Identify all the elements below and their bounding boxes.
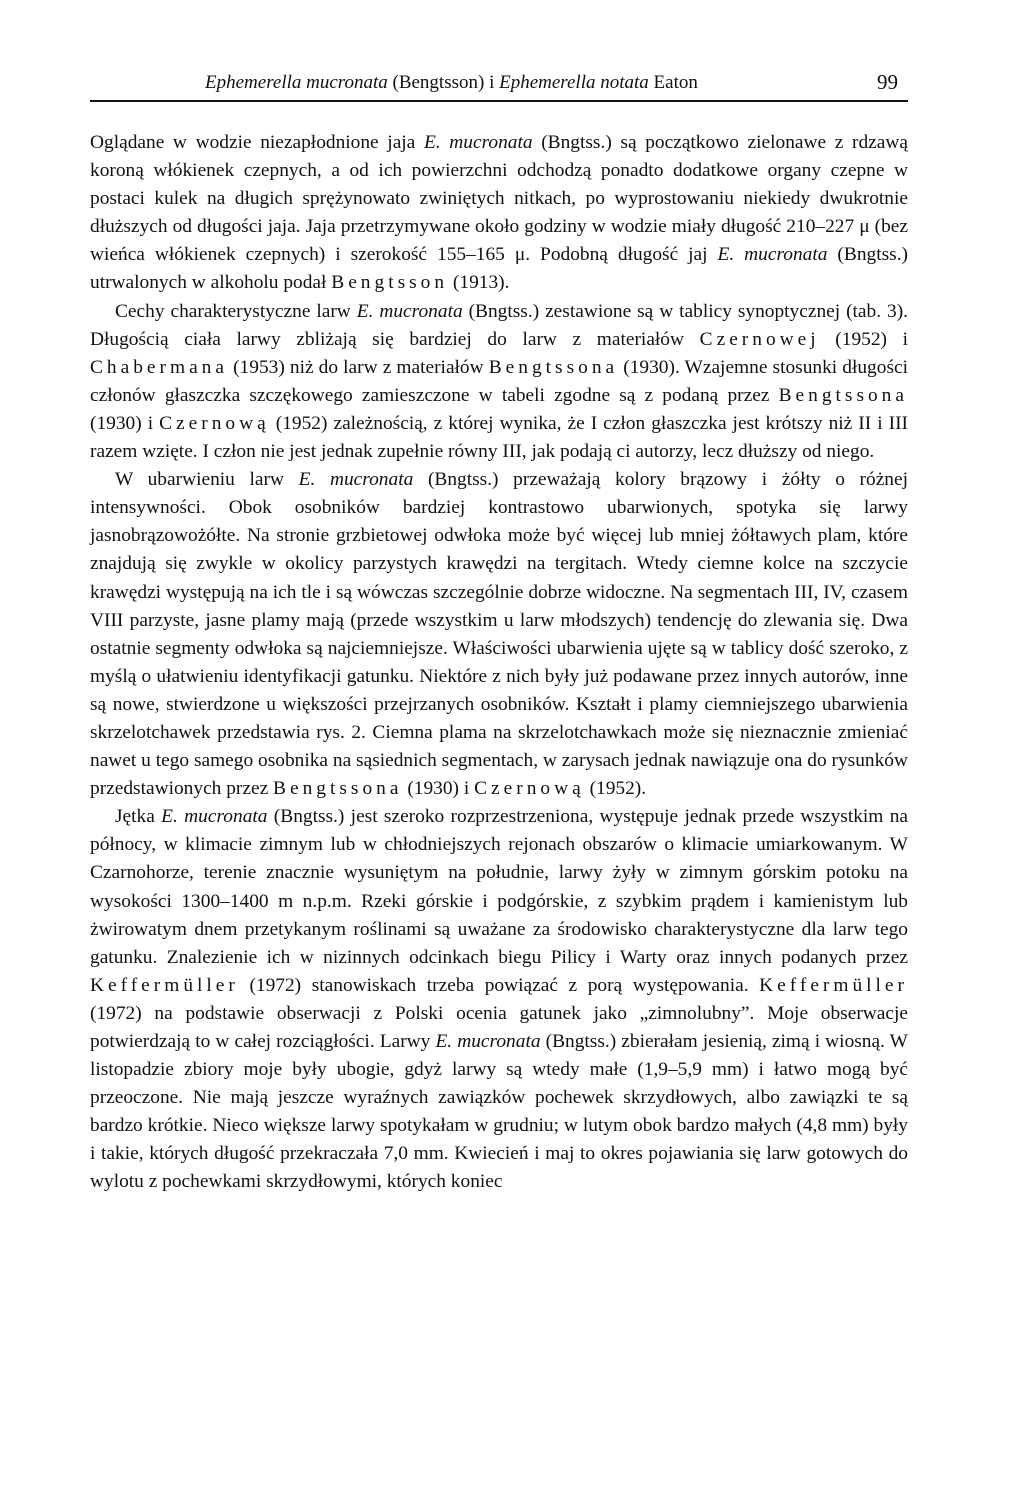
paragraph-3 <box>90 466 908 803</box>
text-run: (Bngtss.) są początkowo zielonawe z rdzawą koroną włókienek czepnych, a od ich powierzchni odchodzą ponadto dodatkowe organy czepne w postaci kulek na długich sprężynowato zwiniętych nitkach, po wyprostowaniu niekiedy dwukrotnie dłuższych od długości jaja. Jaja przetrzymywane około godziny w wodzie miały długość 210–227 μ (bez wieńca włókienek czepnych) i szerokość 155–165 μ. Podobną długość jaj <box>90 132 908 266</box>
species-name: E. mucronata <box>161 806 268 828</box>
author-name: Bengtssona <box>273 778 403 800</box>
text-run: (1930) i <box>90 412 160 434</box>
text-run: (1952). <box>584 778 647 800</box>
page-number: 99 <box>877 70 898 94</box>
paragraph-2 <box>90 298 908 467</box>
species-name: E. mucronata <box>298 469 414 491</box>
species-name: E. mucronata <box>356 300 463 322</box>
text-run: (1972) stanowiskach trzeba powiązać z porą występowania. <box>238 974 760 996</box>
author-name: Keffermüller <box>759 974 908 996</box>
body-text <box>90 129 908 1197</box>
text-run: (Bngtss.) zbierałam jesienią, zimą i wiosną. W listopadzie zbiory moje były ubogie, gdyż larwy są wtedy małe (1,9–5,9 mm) i łatwo mogą być przeoczone. Nie mają jeszcze wyraźnych zawiązków pochewek skrzydłowych, albo zawiązki te są bardzo krótkie. Nieco większe larwy spotykałam w grudniu; w lutym obok bardzo małych (4,8 mm) były i takie, których długość przekraczała 7,0 mm. Kwiecień i maj to okres pojawiania się larw gotowych do wylotu z pochewkami skrzydłowymi, których koniec <box>90 1031 908 1193</box>
author-name: Eaton <box>648 72 698 93</box>
text-run: (Bngtss.) jest szeroko rozprzestrzeniona, występuje jednak przede wszystkim na północy, w klimacie zimnym lub w chłodniejszych rejonach obszarów o klimacie umiarkowanym. W Czarnohorze, terenie znacznie wysuniętym na południe, larwy żyły w zimnym górskim potoku na wysokości 1300–1400 m n.p.m. Rzeki górskie i podgórskie, z szybkim prądem i kamienistym lub żwirowatym dnem przetykanym roślinami są uważane za środowisko charakterystyczne dla larw tego gatunku. Znalezienie ich w nizinnych odcinkach biegu Pilicy i Warty oraz innych podanych przez <box>90 806 908 968</box>
species-name: E. mucronata <box>435 1031 541 1052</box>
author-name: Keffermüller <box>90 974 239 996</box>
text-run: (Bngtss.) utrwalonych w alkoholu podał <box>90 244 908 294</box>
text-run: (1953) niż do larw z materiałów <box>228 356 489 378</box>
author-name: Chabermana <box>90 356 228 378</box>
species-name: E. mucronata <box>717 244 828 266</box>
text-run: (Bngtss.) przeważają kolory brązowy i żółty o różnej intensywności. Obok osobników bardziej kontrastowo ubarwionych, spotyka się larwy jasnobrązowożółte. Na stronie grzbietowej odwłoka może być więcej lub mniej żółtawych plam, które znajdują się zwykle w okolicy parzystych krawędzi na tergitach. Wtedy ciemne kolce na szczycie krawędzi występują na ich tle i są wówczas szczególnie dobrze widoczne. Na segmentach III, IV, czasem VIII parzyste, jasne plamy mają (przede wszystkim u larw młodszych) tendencję do zlewania się. Dwa ostatnie segmenty odwłoka są najciemniejsze. Właściwości ubarwienia ujęte są w tablicy dość szeroko, z myślą o ułatwieniu identyfikacji gatunku. Niektóre z nich były już podawane przez innych autorów, inne są nowe, stwierdzone u większości przejrzanych osobników. Kształt i plamy ciemniejszego ubarwienia skrzelotchawek przedstawia rys. 2. Ciemna plama na skrzelotchawkach może się nieznacznie zmieniać nawet u tego samego osobnika na sąsiednich segmentach, w zarysach jednak nawiązuje ona do rysunków przedstawionych przez <box>90 469 908 800</box>
text-run: (1913). <box>448 272 510 294</box>
page <box>90 68 908 102</box>
text-run: (1930). Wzajemne stosunki długości członów głaszczka szczękowego zamieszczone w tabeli zgodne są z podaną przez <box>90 356 908 406</box>
species-name-2: Ephemerella notata <box>499 72 649 93</box>
author-name: Bengtsson <box>331 272 449 294</box>
text-run: (Bngtss.) zestawione są w tablicy synoptycznej (tab. 3). Długością ciała larwy zbliżają się bardziej do larw z materiałów <box>90 300 908 350</box>
species-name-1: Ephemerella mucronata <box>205 72 388 93</box>
species-name: E. mucronata <box>423 132 533 153</box>
author-name: Czernowej <box>699 328 820 350</box>
author-name: Bengtssona <box>488 356 619 378</box>
author-name: Czernową <box>474 778 585 800</box>
paragraph-1 <box>90 129 908 298</box>
author-connector: (Bengtsson) i <box>387 72 500 93</box>
text-run: (1972) na podstawie obserwacji z Polski ocenia gatunek jako „zimnolubny”. Moje obserwacje potwierdzają to w całej rozciągłości. Larwy <box>90 1002 908 1052</box>
author-name: Bengtssona <box>778 384 908 406</box>
text-run: (1952) zależnością, z której wynika, że I człon głaszczka jest krótszy niż II i III razem wzięte. I człon nie jest jednak zupełnie równy III, jak podają ci autorzy, lecz dłuższy od niego. <box>90 412 909 463</box>
running-head-title <box>205 72 698 94</box>
author-name: Czernową <box>159 412 270 434</box>
text-run: Cechy charakterystyczne larw <box>115 300 357 322</box>
text-run: (1930) i <box>402 778 475 800</box>
text-run: Oglądane w wodzie niezapłodnione jaja <box>90 132 424 153</box>
text-run: W ubarwieniu larw <box>115 469 299 491</box>
paragraph-4 <box>90 803 908 1196</box>
running-header <box>90 68 908 102</box>
text-run: Jętka <box>115 806 162 828</box>
text-run: (1952) i <box>819 328 909 350</box>
